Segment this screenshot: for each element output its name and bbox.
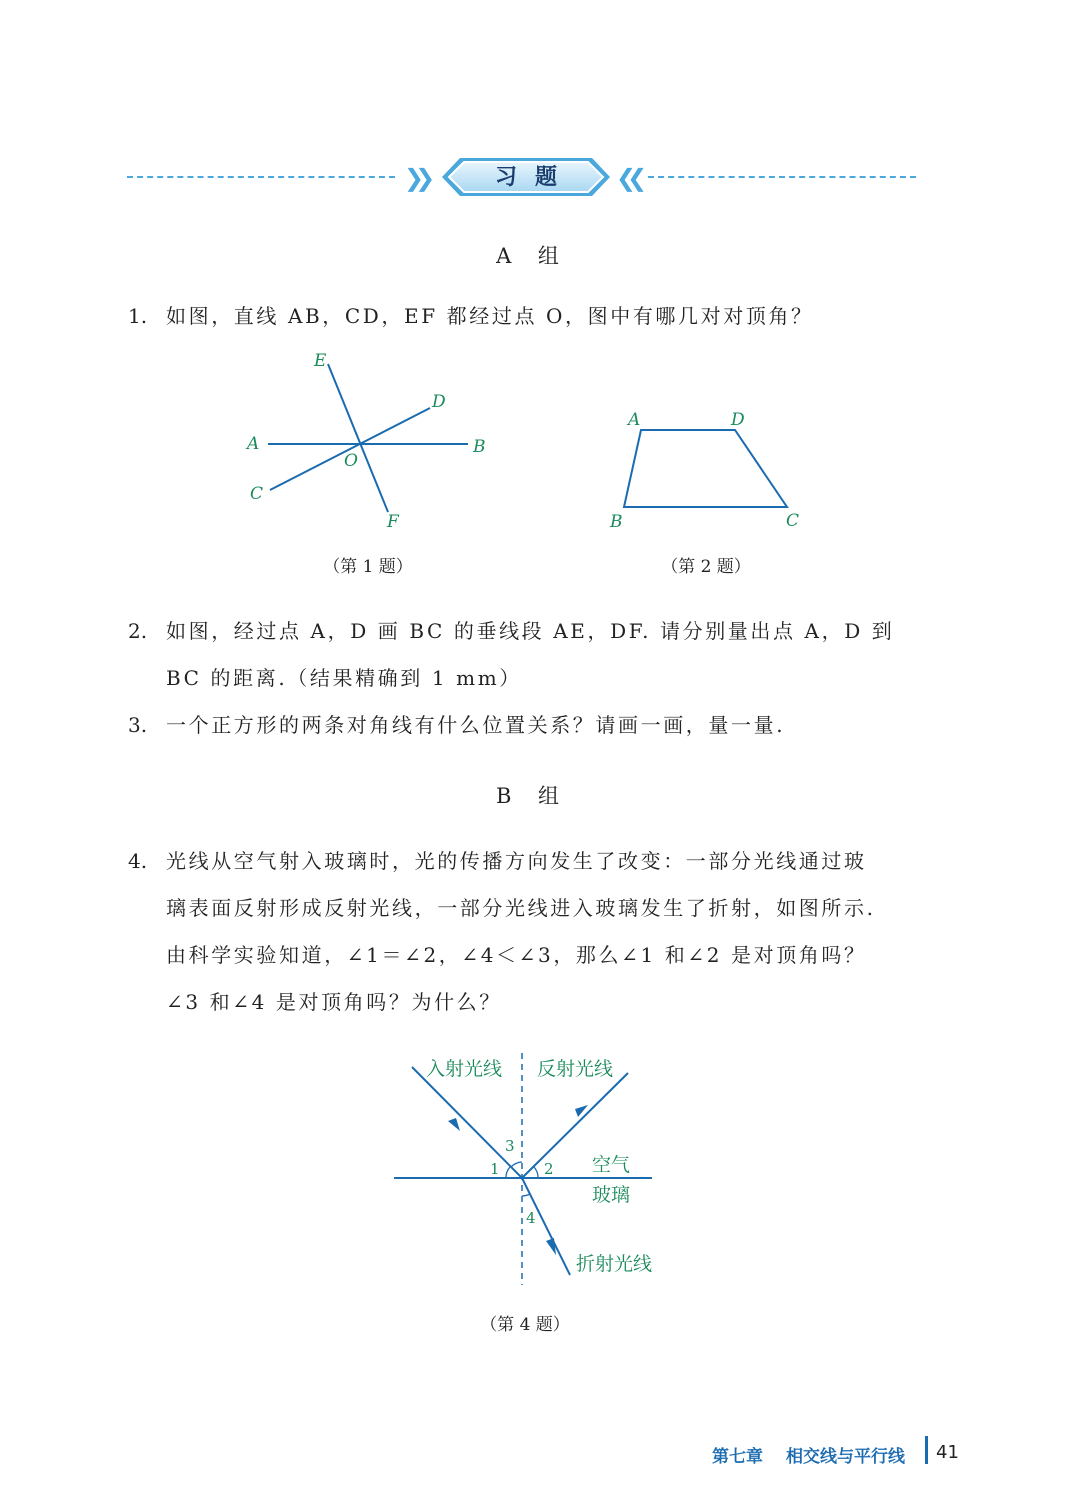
label-f: F: [387, 512, 399, 532]
footer-title: 相交线与平行线: [786, 1447, 905, 1467]
label-d: D: [731, 410, 745, 430]
label-angle-2: 2: [544, 1160, 554, 1178]
label-glass: 玻璃: [592, 1184, 631, 1206]
label-c: C: [786, 511, 800, 531]
angle-arc-1: [506, 1167, 510, 1178]
group-b-title: B 组: [495, 784, 570, 808]
angle-arc-2: [534, 1167, 538, 1178]
label-c: C: [250, 484, 264, 504]
arrow-icon: [546, 1238, 556, 1255]
label-a: A: [247, 434, 260, 454]
page-number: 41: [936, 1442, 959, 1463]
label-reflected: 反射光线: [537, 1058, 614, 1080]
label-refracted: 折射光线: [576, 1253, 653, 1275]
angle-arc-3: [511, 1162, 522, 1167]
question-text-line-1: 光线从空气射入玻璃时，光的传播方向发生了改变：一部分光线通过玻: [166, 849, 867, 873]
label-air: 空气: [592, 1154, 631, 1176]
header-dash-left: [127, 176, 395, 178]
question-text: 一个正方形的两条对角线有什么位置关系？请画一画，量一量.: [166, 713, 786, 737]
chevron-left-icon: ❮❮: [616, 164, 639, 192]
figure-2-caption: （第 2 题）: [661, 557, 751, 577]
label-e: E: [314, 351, 327, 371]
figure-4: [380, 1045, 680, 1295]
footer-divider: [925, 1436, 928, 1464]
incident-ray: [412, 1067, 522, 1178]
label-incident: 入射光线: [426, 1058, 503, 1080]
trapezoid-abcd: [624, 430, 787, 507]
chevron-right-icon: ❯❯: [404, 164, 427, 192]
figure-1-caption: （第 1 题）: [323, 557, 413, 577]
question-number: 4.: [128, 849, 148, 873]
question-text: 如图，直线 AB，CD，EF 都经过点 O，图中有哪几对对顶角？: [166, 304, 814, 328]
figure-1: [230, 340, 520, 540]
question-text-line-2: BC 的距离.（结果精确到 1 mm）: [166, 666, 522, 690]
label-a: A: [628, 410, 641, 430]
header-dash-right: [648, 176, 916, 178]
question-text-line-3: 由科学实验知道，∠1＝∠2，∠4＜∠3，那么∠1 和∠2 是对顶角吗？: [166, 943, 867, 967]
label-d: D: [432, 392, 446, 412]
question-number: 2.: [128, 619, 148, 643]
question-text-line-2: 璃表面反射形成反射光线，一部分光线进入玻璃发生了折射，如图所示.: [166, 896, 876, 920]
header-title: 习题: [494, 165, 575, 190]
footer-chapter: 第七章: [712, 1447, 763, 1467]
line-ef: [328, 364, 388, 512]
figure-2: [595, 400, 815, 540]
group-a-title: A 组: [496, 244, 569, 268]
angle-arc-4: [522, 1194, 530, 1196]
question-text-line-4: ∠3 和∠4 是对顶角吗？为什么？: [166, 990, 502, 1014]
label-b: B: [610, 512, 623, 532]
figure-4-caption: （第 4 题）: [480, 1315, 570, 1335]
label-angle-1: 1: [490, 1160, 500, 1178]
question-text-line-1: 如图，经过点 A，D 画 BC 的垂线段 AE，DF. 请分别量出点 A，D 到: [166, 619, 895, 643]
arrow-icon: [448, 1118, 460, 1131]
label-b: B: [473, 437, 486, 457]
label-angle-4: 4: [526, 1209, 536, 1227]
label-o: O: [344, 451, 358, 471]
question-number: 1.: [128, 304, 148, 328]
question-number: 3.: [128, 713, 148, 737]
label-angle-3: 3: [505, 1137, 515, 1155]
